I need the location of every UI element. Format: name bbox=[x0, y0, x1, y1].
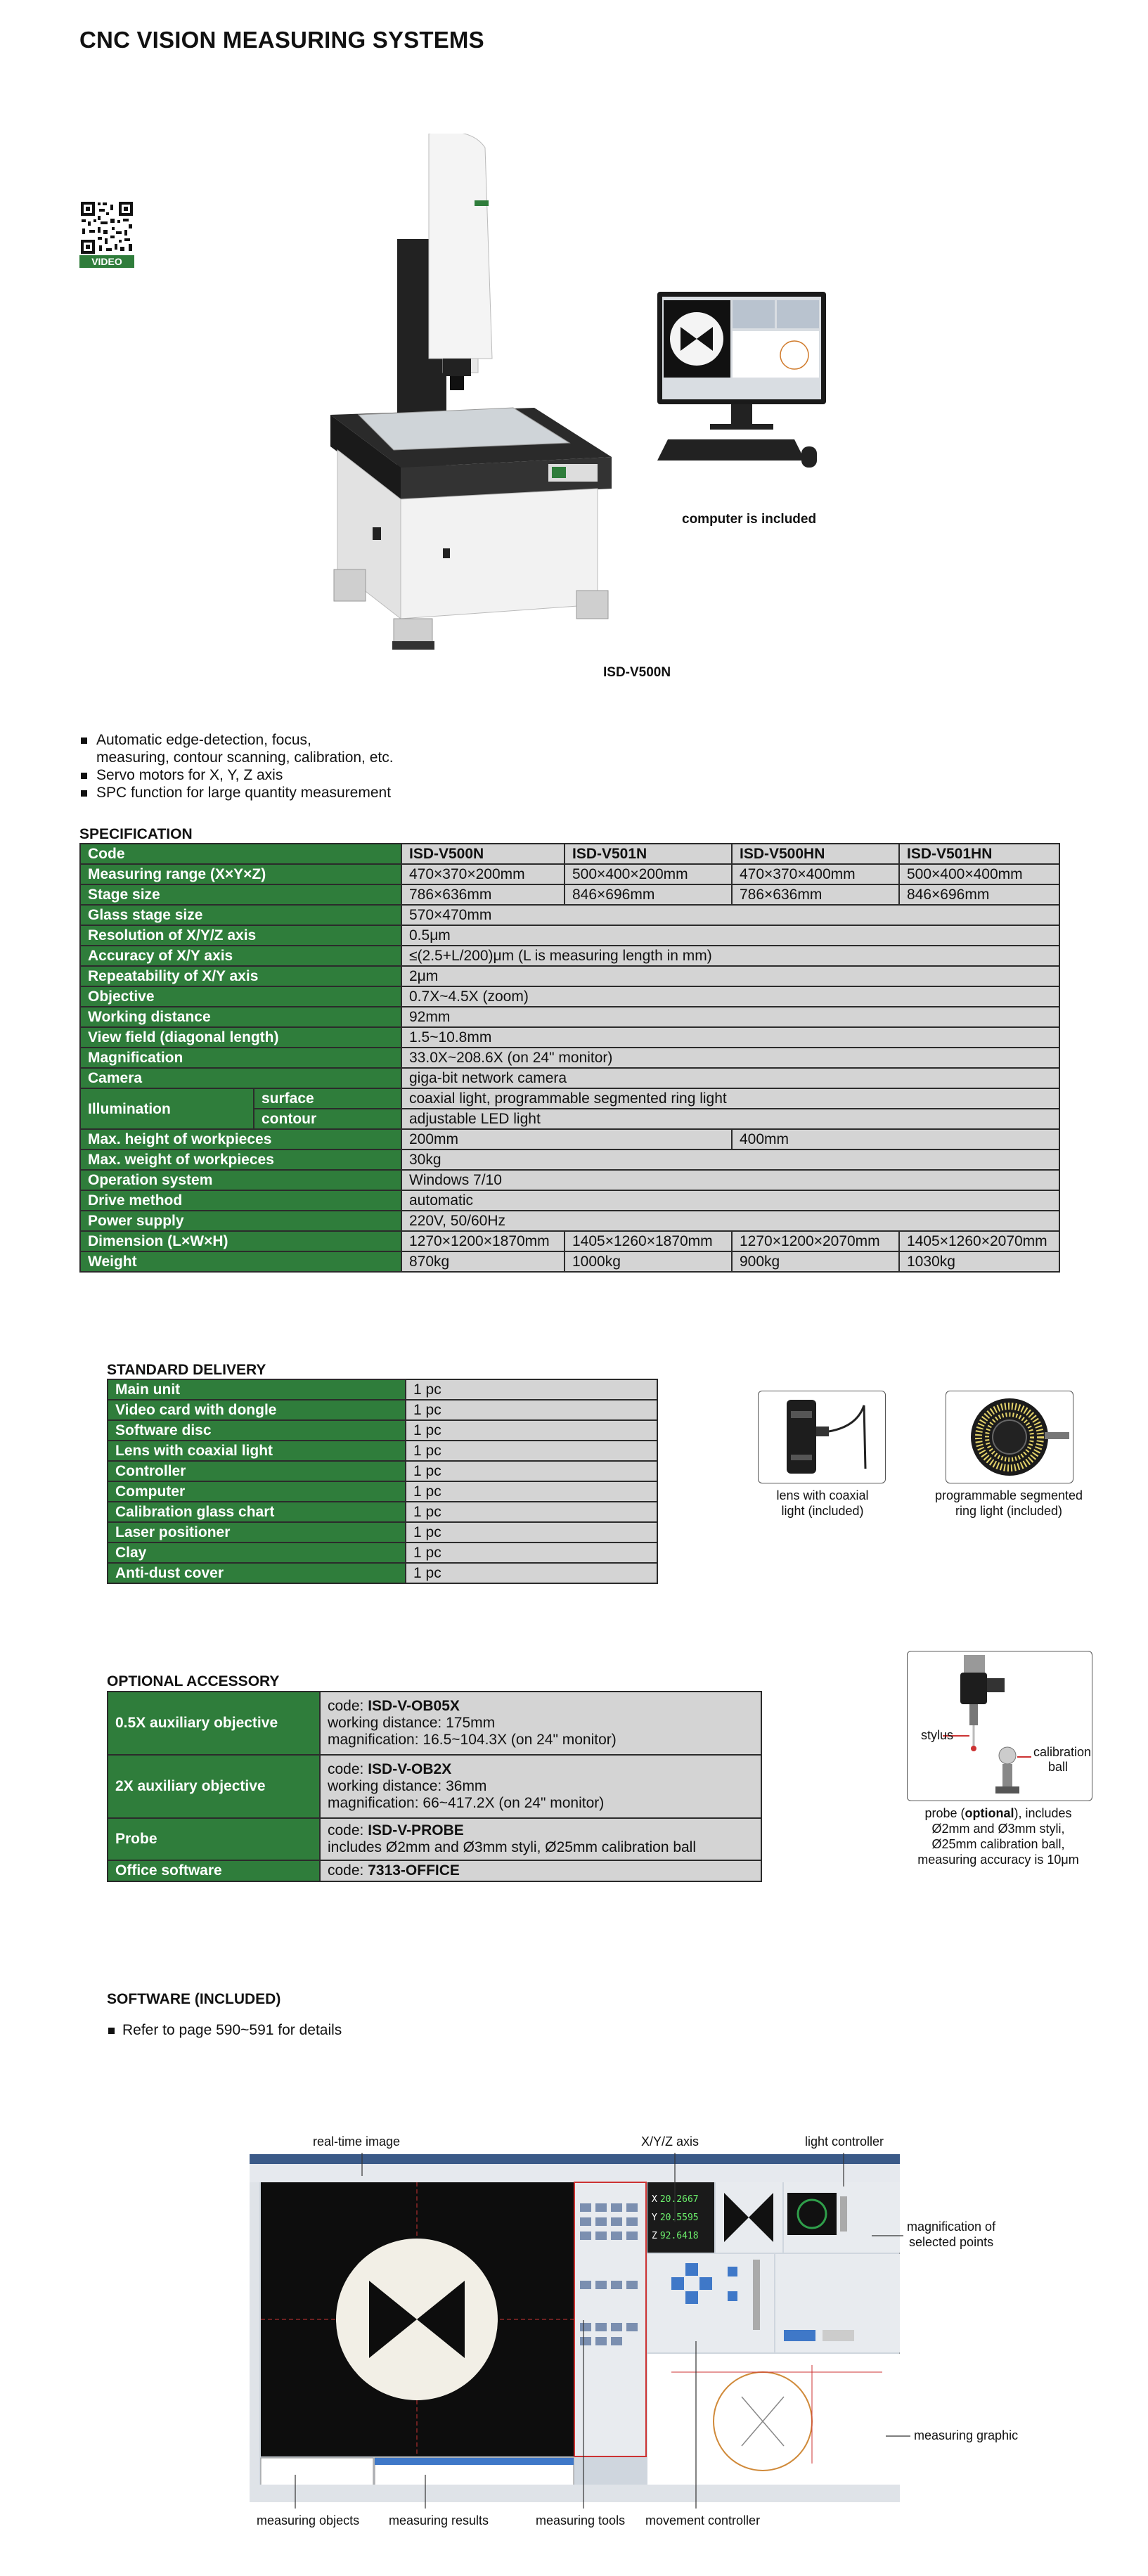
delivery-item: Video card with dongle bbox=[108, 1400, 406, 1420]
standard-delivery-table bbox=[107, 1379, 658, 1584]
axis-label: X bbox=[652, 2194, 657, 2205]
spec-label: View field (diagonal length) bbox=[80, 1027, 401, 1048]
feature-item: SPC function for large quantity measurement bbox=[79, 784, 394, 801]
specification-title: SPECIFICATION bbox=[79, 826, 193, 842]
delivery-item: Calibration glass chart bbox=[108, 1502, 406, 1522]
code-prefix: code: bbox=[328, 1822, 368, 1838]
caption-line: measuring accuracy is 10μm bbox=[917, 1853, 1079, 1867]
delivery-qty: 1 pc bbox=[406, 1420, 657, 1441]
accessory-details bbox=[320, 1818, 761, 1860]
caption-line: Ø25mm calibration ball, bbox=[931, 1837, 1065, 1851]
callout-measuring-results: measuring results bbox=[389, 2513, 489, 2527]
callout-measuring-graphic: measuring graphic bbox=[914, 2428, 1019, 2442]
caption-line: ring light (included) bbox=[955, 1504, 1063, 1518]
spec-value: 1000kg bbox=[565, 1251, 732, 1272]
spec-label: Measuring range (X×Y×Z) bbox=[80, 864, 401, 884]
delivery-qty: 1 pc bbox=[406, 1441, 657, 1461]
table-row bbox=[108, 1860, 761, 1881]
table-row bbox=[80, 1007, 1059, 1027]
specification-table bbox=[79, 843, 1060, 1273]
callout-measuring-objects: measuring objects bbox=[257, 2513, 360, 2527]
accessory-name: Probe bbox=[108, 1818, 320, 1860]
lens-caption bbox=[752, 1488, 893, 1519]
accessory-name: 2X auxiliary objective bbox=[108, 1755, 320, 1818]
spec-value: 200mm bbox=[401, 1129, 732, 1149]
delivery-item: Main unit bbox=[108, 1379, 406, 1400]
accessory-code: ISD-V-OB2X bbox=[368, 1761, 452, 1777]
code-prefix: code: bbox=[328, 1698, 368, 1714]
accessory-code: 7313-OFFICE bbox=[368, 1862, 460, 1879]
axis-label: Z bbox=[652, 2231, 657, 2241]
probe-icon bbox=[908, 1651, 1092, 1801]
spec-value: 30kg bbox=[401, 1149, 1059, 1170]
accessory-line: magnification: 66~417.2X (on 24" monitor) bbox=[328, 1795, 605, 1811]
spec-value: 220V, 50/60Hz bbox=[401, 1211, 1059, 1231]
qr-label: VIDEO bbox=[91, 256, 122, 267]
table-row bbox=[108, 1461, 657, 1481]
table-row bbox=[80, 864, 1059, 884]
vision-measuring-machine-icon bbox=[302, 134, 633, 668]
spec-value: 0.7X~4.5X (zoom) bbox=[401, 986, 1059, 1007]
spec-value: 0.5μm bbox=[401, 925, 1059, 946]
delivery-item: Software disc bbox=[108, 1420, 406, 1441]
caption-bold: optional bbox=[965, 1806, 1014, 1820]
product-image bbox=[302, 134, 633, 668]
caption-line bbox=[893, 1805, 1104, 1821]
optional-accessory-title: OPTIONAL ACCESSORY bbox=[107, 1673, 280, 1689]
accessory-name: 0.5X auxiliary objective bbox=[108, 1692, 320, 1755]
accessory-code: ISD-V-PROBE bbox=[368, 1822, 464, 1838]
caption-line: lens with coaxial bbox=[776, 1488, 869, 1502]
calibration-ball-callout: calibration ball bbox=[1033, 1745, 1092, 1774]
computer-monitor-icon bbox=[654, 278, 830, 503]
standard-delivery-title: STANDARD DELIVERY bbox=[107, 1362, 266, 1378]
spec-value: 1405×1260×2070mm bbox=[899, 1231, 1059, 1251]
feature-list bbox=[79, 731, 394, 801]
accessory-code-line bbox=[328, 1698, 754, 1715]
spec-value: 900kg bbox=[732, 1251, 899, 1272]
caption-line: Ø2mm and Ø3mm styli, bbox=[931, 1822, 1065, 1836]
spec-label: Dimension (L×W×H) bbox=[80, 1231, 401, 1251]
delivery-qty: 1 pc bbox=[406, 1502, 657, 1522]
caption-line: programmable segmented bbox=[934, 1488, 1083, 1502]
spec-value: 400mm bbox=[732, 1129, 1059, 1149]
computer-image bbox=[654, 278, 830, 503]
table-row bbox=[80, 1048, 1059, 1068]
ring-light-caption bbox=[921, 1488, 1097, 1519]
table-row bbox=[108, 1379, 657, 1400]
table-row bbox=[108, 1522, 657, 1543]
computer-caption: computer is included bbox=[682, 512, 817, 527]
accessory-details bbox=[320, 1692, 761, 1755]
delivery-qty: 1 pc bbox=[406, 1461, 657, 1481]
spec-label: Stage size bbox=[80, 884, 401, 905]
ring-light-image bbox=[946, 1391, 1073, 1483]
table-row bbox=[80, 1027, 1059, 1048]
spec-value: 846×696mm bbox=[899, 884, 1059, 905]
delivery-item: Lens with coaxial light bbox=[108, 1441, 406, 1461]
feature-item-continued: measuring, contour scanning, calibration, etc. bbox=[96, 749, 394, 766]
delivery-qty: 1 pc bbox=[406, 1400, 657, 1420]
table-row bbox=[80, 946, 1059, 966]
model-header: ISD-V501HN bbox=[899, 844, 1059, 864]
spec-value: 33.0X~208.6X (on 24" monitor) bbox=[401, 1048, 1059, 1068]
model-caption: ISD-V500N bbox=[603, 665, 671, 680]
accessory-line: includes Ø2mm and Ø3mm styli, Ø25mm calibration ball bbox=[328, 1839, 697, 1855]
table-row bbox=[80, 1251, 1059, 1272]
table-row bbox=[80, 905, 1059, 925]
caption-line: light (included) bbox=[781, 1504, 864, 1518]
table-row bbox=[108, 1755, 761, 1818]
spec-value: ≤(2.5+L/200)μm (L is measuring length in mm) bbox=[401, 946, 1059, 966]
table-row bbox=[80, 986, 1059, 1007]
delivery-qty: 1 pc bbox=[406, 1522, 657, 1543]
spec-value: 470×370×400mm bbox=[732, 864, 899, 884]
coaxial-lens-icon bbox=[759, 1391, 885, 1483]
callout-real-time-image: real-time image bbox=[313, 2134, 401, 2149]
spec-value: 870kg bbox=[401, 1251, 565, 1272]
spec-value: 846×696mm bbox=[565, 884, 732, 905]
delivery-item: Anti-dust cover bbox=[108, 1563, 406, 1583]
delivery-qty: 1 pc bbox=[406, 1481, 657, 1502]
spec-value: coaxial light, programmable segmented ring light bbox=[401, 1088, 1059, 1109]
spec-label: Magnification bbox=[80, 1048, 401, 1068]
spec-value: 470×370×200mm bbox=[401, 864, 565, 884]
spec-label: Drive method bbox=[80, 1190, 401, 1211]
accessory-line: working distance: 175mm bbox=[328, 1715, 496, 1731]
table-row bbox=[80, 844, 1059, 864]
callout-xyz-axis: X/Y/Z axis bbox=[641, 2134, 699, 2149]
probe-image bbox=[907, 1651, 1092, 1801]
spec-value: 92mm bbox=[401, 1007, 1059, 1027]
axis-value: 92.6418 bbox=[659, 2231, 699, 2241]
callout-measuring-tools: measuring tools bbox=[536, 2513, 626, 2527]
axis-value: 20.2667 bbox=[659, 2194, 699, 2205]
spec-value: 1270×1200×2070mm bbox=[732, 1231, 899, 1251]
table-row bbox=[108, 1692, 761, 1755]
code-prefix: code: bbox=[328, 1862, 368, 1879]
callout-line: selected points bbox=[909, 2235, 994, 2249]
accessory-line: magnification: 16.5~104.3X (on 24" monitor) bbox=[328, 1732, 617, 1748]
spec-value: automatic bbox=[401, 1190, 1059, 1211]
spec-value: 500×400×200mm bbox=[565, 864, 732, 884]
table-row bbox=[108, 1502, 657, 1522]
ring-light-icon bbox=[946, 1391, 1073, 1483]
spec-label: Glass stage size bbox=[80, 905, 401, 925]
delivery-item: Computer bbox=[108, 1481, 406, 1502]
callout-light-controller: light controller bbox=[805, 2134, 884, 2149]
table-row bbox=[108, 1441, 657, 1461]
spec-label: Resolution of X/Y/Z axis bbox=[80, 925, 401, 946]
spec-label: Working distance bbox=[80, 1007, 401, 1027]
table-row bbox=[80, 1149, 1059, 1170]
caption-text: ), includes bbox=[1014, 1806, 1072, 1820]
delivery-item: Controller bbox=[108, 1461, 406, 1481]
spec-value: 570×470mm bbox=[401, 905, 1059, 925]
spec-label: Illumination bbox=[80, 1088, 254, 1129]
accessory-details bbox=[320, 1860, 761, 1881]
model-header: ISD-V501N bbox=[565, 844, 732, 864]
accessory-name: Office software bbox=[108, 1860, 320, 1881]
spec-sublabel: contour bbox=[254, 1109, 401, 1129]
axis-label: Y bbox=[652, 2213, 657, 2223]
spec-label: Repeatability of X/Y axis bbox=[80, 966, 401, 986]
qr-code[interactable] bbox=[79, 200, 134, 268]
spec-label: Max. weight of workpieces bbox=[80, 1149, 401, 1170]
feature-item: Automatic edge-detection, focus, bbox=[79, 731, 394, 749]
callout-leader-lines bbox=[0, 2144, 1148, 2517]
spec-value: 2μm bbox=[401, 966, 1059, 986]
table-row bbox=[80, 1211, 1059, 1231]
accessory-details bbox=[320, 1755, 761, 1818]
delivery-qty: 1 pc bbox=[406, 1543, 657, 1563]
callout-movement-controller: movement controller bbox=[645, 2513, 761, 2527]
spec-sublabel: surface bbox=[254, 1088, 401, 1109]
spec-label: Power supply bbox=[80, 1211, 401, 1231]
spec-value: 786×636mm bbox=[401, 884, 565, 905]
spec-value: Windows 7/10 bbox=[401, 1170, 1059, 1190]
accessory-code-line bbox=[328, 1822, 754, 1839]
spec-label: Objective bbox=[80, 986, 401, 1007]
optional-accessory-table bbox=[107, 1691, 762, 1882]
delivery-item: Clay bbox=[108, 1543, 406, 1563]
accessory-line: working distance: 36mm bbox=[328, 1778, 487, 1794]
table-row bbox=[108, 1420, 657, 1441]
delivery-item: Laser positioner bbox=[108, 1522, 406, 1543]
table-row bbox=[80, 884, 1059, 905]
spec-value: 1405×1260×1870mm bbox=[565, 1231, 732, 1251]
accessory-code-line bbox=[328, 1761, 754, 1778]
table-row bbox=[108, 1400, 657, 1420]
software-title: SOFTWARE (INCLUDED) bbox=[107, 1991, 281, 2007]
probe-caption bbox=[893, 1805, 1104, 1867]
page-title: CNC VISION MEASURING SYSTEMS bbox=[79, 27, 484, 53]
table-row bbox=[80, 1170, 1059, 1190]
table-row bbox=[108, 1563, 657, 1583]
code-prefix: code: bbox=[328, 1761, 368, 1777]
model-header: ISD-V500N bbox=[401, 844, 565, 864]
table-row bbox=[80, 1088, 1059, 1109]
spec-label: Weight bbox=[80, 1251, 401, 1272]
spec-value: 786×636mm bbox=[732, 884, 899, 905]
model-header: ISD-V500HN bbox=[732, 844, 899, 864]
software-note: Refer to page 590~591 for details bbox=[107, 2022, 342, 2039]
spec-value: 1030kg bbox=[899, 1251, 1059, 1272]
spec-value: 1.5~10.8mm bbox=[401, 1027, 1059, 1048]
spec-value: giga-bit network camera bbox=[401, 1068, 1059, 1088]
table-row bbox=[80, 1190, 1059, 1211]
table-row bbox=[80, 925, 1059, 946]
spec-value: 500×400×400mm bbox=[899, 864, 1059, 884]
callout-line: magnification of bbox=[907, 2220, 996, 2234]
delivery-qty: 1 pc bbox=[406, 1379, 657, 1400]
stylus-callout: stylus bbox=[921, 1728, 954, 1742]
spec-label: Camera bbox=[80, 1068, 401, 1088]
spec-label: Code bbox=[80, 844, 401, 864]
spec-label: Operation system bbox=[80, 1170, 401, 1190]
table-row bbox=[80, 966, 1059, 986]
delivery-qty: 1 pc bbox=[406, 1563, 657, 1583]
spec-value: 1270×1200×1870mm bbox=[401, 1231, 565, 1251]
spec-label: Accuracy of X/Y axis bbox=[80, 946, 401, 966]
table-row bbox=[80, 1068, 1059, 1088]
table-row bbox=[80, 1129, 1059, 1149]
spec-label: Max. height of workpieces bbox=[80, 1129, 401, 1149]
table-row bbox=[108, 1481, 657, 1502]
table-row bbox=[80, 1231, 1059, 1251]
feature-item: Servo motors for X, Y, Z axis bbox=[79, 766, 394, 784]
table-row bbox=[108, 1543, 657, 1563]
table-row bbox=[108, 1818, 761, 1860]
spec-value: adjustable LED light bbox=[401, 1109, 1059, 1129]
accessory-code: ISD-V-OB05X bbox=[368, 1698, 460, 1714]
caption-text: probe ( bbox=[924, 1806, 965, 1820]
lens-image bbox=[758, 1391, 886, 1483]
axis-value: 20.5595 bbox=[659, 2213, 699, 2223]
